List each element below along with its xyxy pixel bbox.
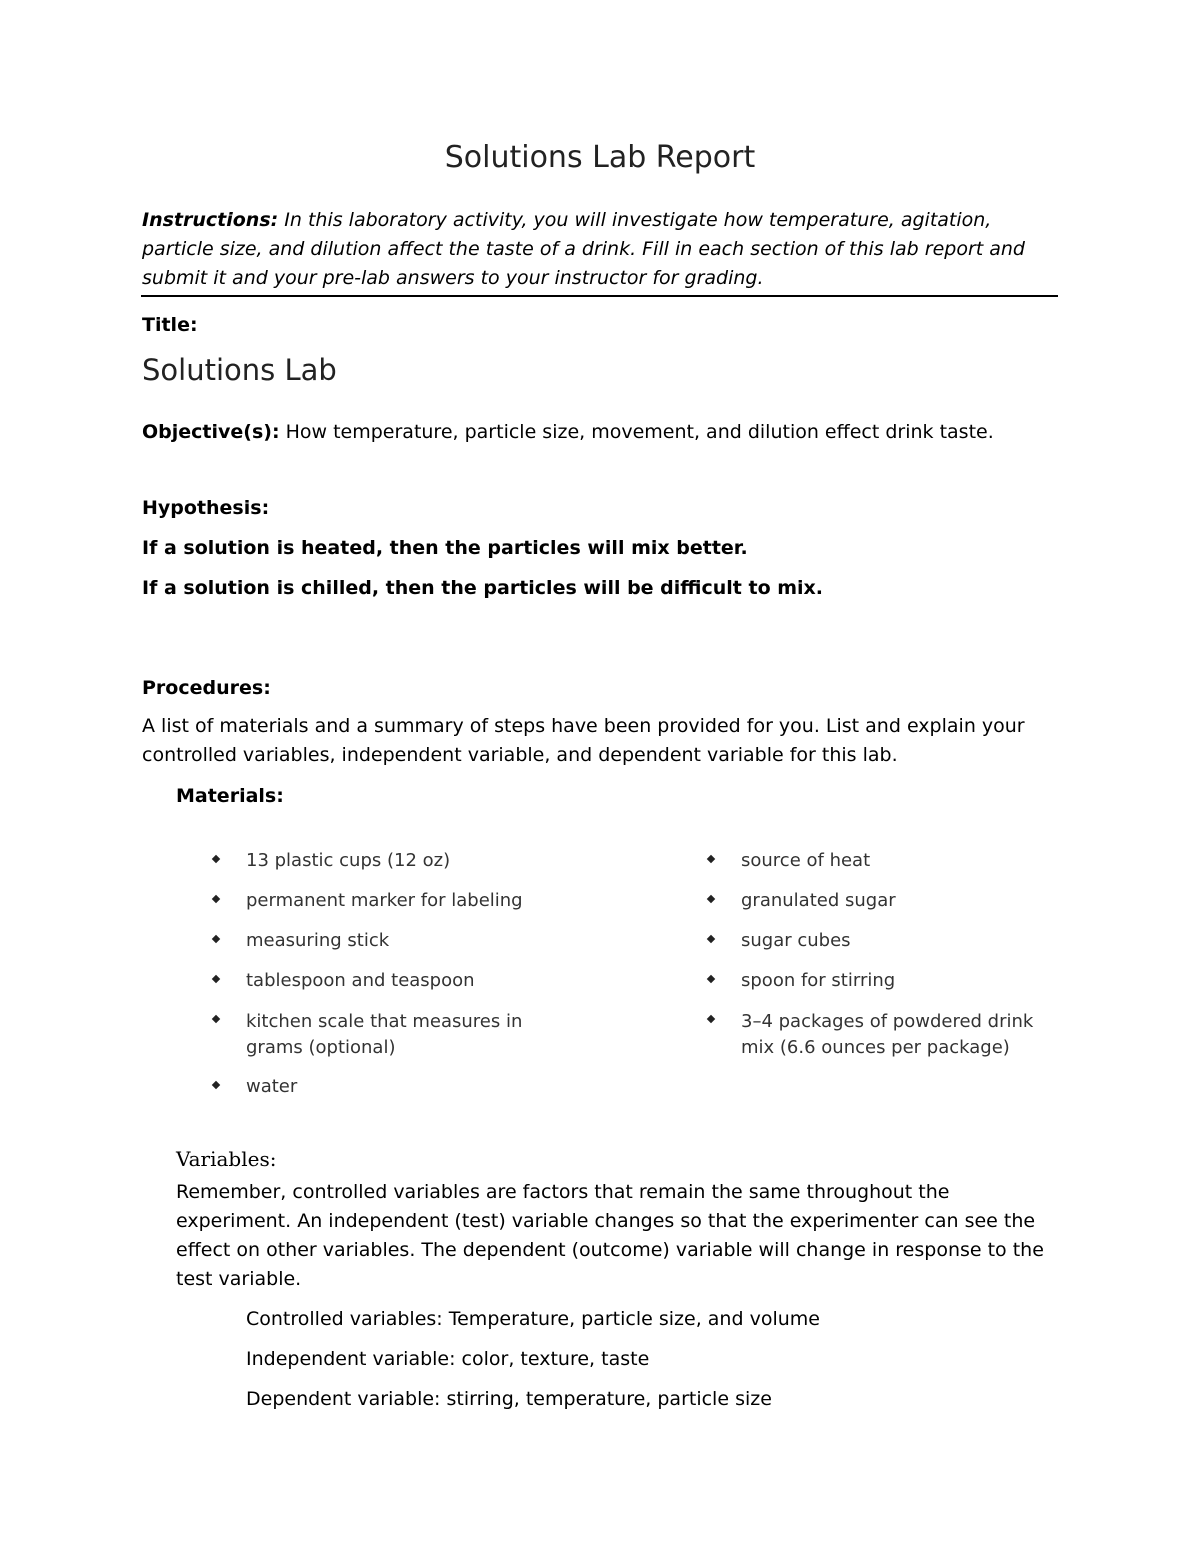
bullet-icon — [212, 975, 220, 983]
procedures-text: A list of materials and a summary of steps have been provided for you. List and explain your controlled variables, independent variable, and dependent variable for this lab. — [142, 715, 1025, 766]
material-item: 3–4 packages of powdered drink mix (6.6 ounces per package) — [741, 1011, 1034, 1058]
document-title: Solutions Lab Report — [444, 140, 756, 175]
bullet-icon — [212, 855, 220, 863]
bullet-icon — [212, 935, 220, 943]
dependent-variable: Dependent variable: stirring, temperature, particle size — [246, 1388, 772, 1410]
material-item: water — [246, 1076, 298, 1097]
bullet-icon — [707, 975, 715, 983]
independent-variable: Independent variable: color, texture, taste — [246, 1348, 650, 1370]
variables-explanation: Remember, controlled variables are factors that remain the same throughout the experiment. An independent (test) variable changes so that the experimenter can see the effect on other variables. The dependent (outcome) variable will change in response to the test variable. — [176, 1181, 1044, 1290]
material-item: permanent marker for labeling — [246, 890, 523, 911]
material-item: spoon for stirring — [741, 970, 896, 991]
controlled-variables: Controlled variables: Temperature, particle size, and volume — [246, 1308, 820, 1330]
hypothesis-label: Hypothesis: — [142, 497, 270, 519]
objective-line — [142, 418, 994, 447]
bullet-icon — [212, 895, 220, 903]
bullet-icon — [212, 1081, 220, 1089]
material-item: 13 plastic cups (12 oz) — [246, 850, 451, 871]
material-item: measuring stick — [246, 930, 390, 951]
bullet-icon — [707, 895, 715, 903]
bullet-icon — [707, 855, 715, 863]
instructions-paragraph — [142, 206, 1062, 293]
instructions-text: In this laboratory activity, you will investigate how temperature, agitation, particle size, and dilution affect the taste of a drink. Fill in each section of this lab report and submit it and your pre-lab answers to your instructor for grading. — [142, 209, 1025, 289]
bullet-icon — [707, 935, 715, 943]
hypothesis-line: If a solution is chilled, then the particles will be difficult to mix. — [142, 577, 824, 599]
material-item: sugar cubes — [741, 930, 851, 951]
material-item: tablespoon and teaspoon — [246, 970, 475, 991]
material-item: kitchen scale that measures in grams (optional) — [246, 1011, 523, 1058]
instructions-label: Instructions: — [142, 209, 279, 231]
bullet-icon — [707, 1015, 715, 1023]
hypothesis-line: If a solution is heated, then the particles will mix better. — [142, 537, 748, 559]
objective-label: Objective(s): — [142, 421, 280, 443]
title-label: Title: — [142, 314, 198, 336]
variables-label: Variables: — [176, 1147, 277, 1171]
materials-label: Materials: — [176, 785, 284, 807]
material-item: source of heat — [741, 850, 871, 871]
material-item: granulated sugar — [741, 890, 896, 911]
lab-title-value: Solutions Lab — [142, 353, 337, 387]
objective-text: How temperature, particle size, movement, and dilution effect drink taste. — [279, 421, 994, 443]
instructions-divider — [141, 295, 1058, 297]
procedures-label: Procedures: — [142, 677, 271, 699]
bullet-icon — [212, 1015, 220, 1023]
